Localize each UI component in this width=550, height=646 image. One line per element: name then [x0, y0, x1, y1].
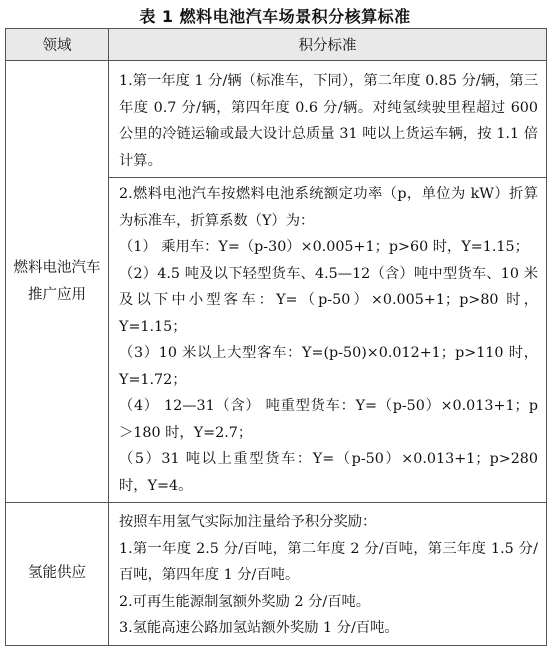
criteria-cell-fcv-2	[109, 178, 547, 503]
table-title: 表 1 燃料电池汽车场景积分核算标准	[139, 7, 411, 26]
criteria-line: 2.可再生能源制氢额外奖励 2 分/百吨。	[119, 593, 371, 610]
criteria-cell-fcv-1	[109, 61, 547, 178]
criteria-line: 3.氢能高速公路加氢站额外奖励 1 分/百吨。	[119, 620, 399, 636]
criteria-line: （5）31 吨以上重型货车：Y=（p-50）×0.013+1；p>280 时，Y=4。	[119, 451, 538, 494]
domain-cell-hydrogen: 氢能供应	[6, 503, 109, 646]
header-criteria: 积分标准	[109, 29, 547, 61]
criteria-line: 2.燃料电池汽车按燃料电池系统额定功率（p，单位为 kW）折算为标准车，折算系数（Y）为：	[119, 186, 538, 229]
criteria-line: 按照车用氢气实际加注量给予积分奖励：	[119, 514, 377, 530]
domain-cell-fcv: 燃料电池汽车推广应用	[6, 61, 109, 503]
criteria-line: （2）4.5 吨及以下轻型货车、4.5—12（含）吨中型货车、10 米及以下中小型客车：Y=（p-50）×0.005+1；p>80 时，Y=1.15；	[119, 265, 538, 335]
header-domain: 领域	[6, 29, 109, 61]
criteria-line: （3）10 米以上大型客车：Y=(p-50)×0.012+1；p>110 时，Y=1.72；	[119, 345, 538, 388]
table-row	[6, 61, 547, 178]
criteria-line: （4） 12—31（含） 吨重型货车：Y=（p-50）×0.013+1；p＞180 时，Y=2.7；	[119, 398, 538, 441]
table-row	[6, 503, 547, 646]
criteria-line: 1.第一年度 2.5 分/百吨，第二年度 2 分/百吨，第三年度 1.5 分/百吨，第四年度 1 分/百吨。	[119, 540, 538, 583]
criteria-line: 1.第一年度 1 分/辆（标准车，下同），第二年度 0.85 分/辆，第三年度 0.7 分/辆，第四年度 0.6 分/辆。对纯氢续驶里程超过 600 公里的冷链运输或最大设计总质量 31 吨以上货运车辆，按 1.1 倍计算。	[119, 73, 538, 169]
criteria-line: （1） 乘用车：Y=（p-30）×0.005+1；p>60 时，Y=1.15；	[119, 239, 529, 255]
table-header-row	[6, 29, 547, 61]
scoring-table	[5, 28, 547, 646]
criteria-cell-hydrogen	[109, 503, 547, 646]
